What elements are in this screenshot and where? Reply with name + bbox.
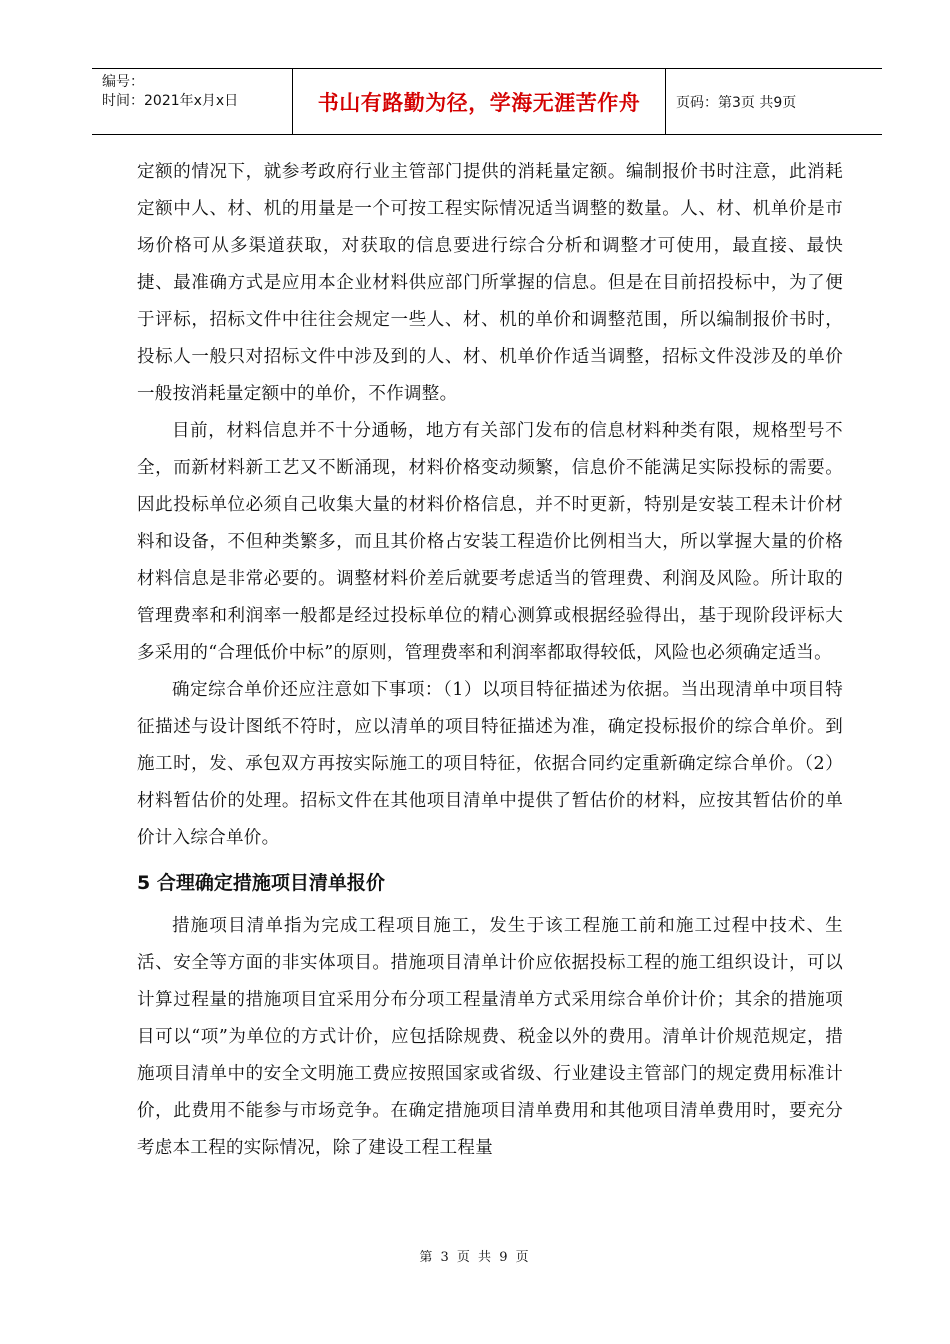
paragraph-3: 确定综合单价还应注意如下事项：（1）以项目特征描述为依据。当出现清单中项目特征描述与设计图纸不符时，应以清单的项目特征描述为准，确定投标报价的综合单价。到施工时，发、承包双方再按实际施工的项目特征，依据合同约定重新确定综合单价。（2）材料暂估价的处理。招标文件在其他项目清单中提供了暂估价的材料，应按其暂估价的单价计入综合单价。: [137, 680, 843, 848]
header-page-code: [666, 69, 882, 134]
paragraph-4: 措施项目清单指为完成工程项目施工，发生于该工程施工前和施工过程中技术、生活、安全等方面的非实体项目。措施项目清单计价应依据投标工程的施工组织设计，可以计算过程量的措施项目宜采用分布分项工程量清单方式采用综合单价计价；其余的措施项目可以“项”为单位的方式计价，应包括除规费、税金以外的费用。清单计价规范规定，措施项目清单中的安全文明施工费应按照国家或省级、行业建设主管部门的规定费用标准计价，此费用不能参与市场竞争。在确定措施项目清单费用和其他项目清单费用时，要充分考虑本工程的实际情况，除了建设工程工程量: [137, 916, 843, 1158]
document-body: [137, 154, 843, 1167]
number-label: 编号：: [102, 74, 144, 90]
page-footer: 第 3 页 共 9 页: [419, 1250, 531, 1265]
section-heading-5: 5 合理确定措施项目清单报价: [137, 872, 385, 894]
page-code-text: 页码：第3页 共9页: [676, 94, 797, 111]
motto-text: 书山有路勤为径，学海无涯苦作舟: [317, 90, 641, 115]
page-header: [92, 68, 882, 135]
header-meta: [92, 69, 293, 134]
paragraph-1: 定额的情况下，就参考政府行业主管部门提供的消耗量定额。编制报价书时注意，此消耗定额中人、材、机的用量是一个可按工程实际情况适当调整的数量。人、材、机单价是市场价格可从多渠道获取，对获取的信息要进行综合分析和调整才可使用，最直接、最快捷、最准确方式是应用本企业材料供应部门所掌握的信息。但是在目前招投标中，为了便于评标，招标文件中往往会规定一些人、材、机的单价和调整范围，所以编制报价书时，投标人一般只对招标文件中涉及到的人、材、机单价作适当调整，招标文件没涉及的单价一般按消耗量定额中的单价，不作调整。: [137, 162, 843, 404]
paragraph-2: 目前，材料信息并不十分通畅，地方有关部门发布的信息材料种类有限，规格型号不全，而新材料新工艺又不断涌现，材料价格变动频繁，信息价不能满足实际投标的需要。因此投标单位必须自己收集大量的材料价格信息，并不时更新，特别是安装工程未计价材料和设备，不但种类繁多，而且其价格占安装工程造价比例相当大，所以掌握大量的价格材料信息是非常必要的。调整材料价差后就要考虑适当的管理费、利润及风险。所计取的管理费率和利润率一般都是经过投标单位的精心测算或根据经验得出，基于现阶段评标大多采用的“合理低价中标”的原则，管理费率和利润率都取得较低，风险也必须确定适当。: [137, 421, 843, 663]
header-motto-cell: [293, 69, 666, 134]
time-label: 时间：2021年x月x日: [102, 93, 239, 109]
